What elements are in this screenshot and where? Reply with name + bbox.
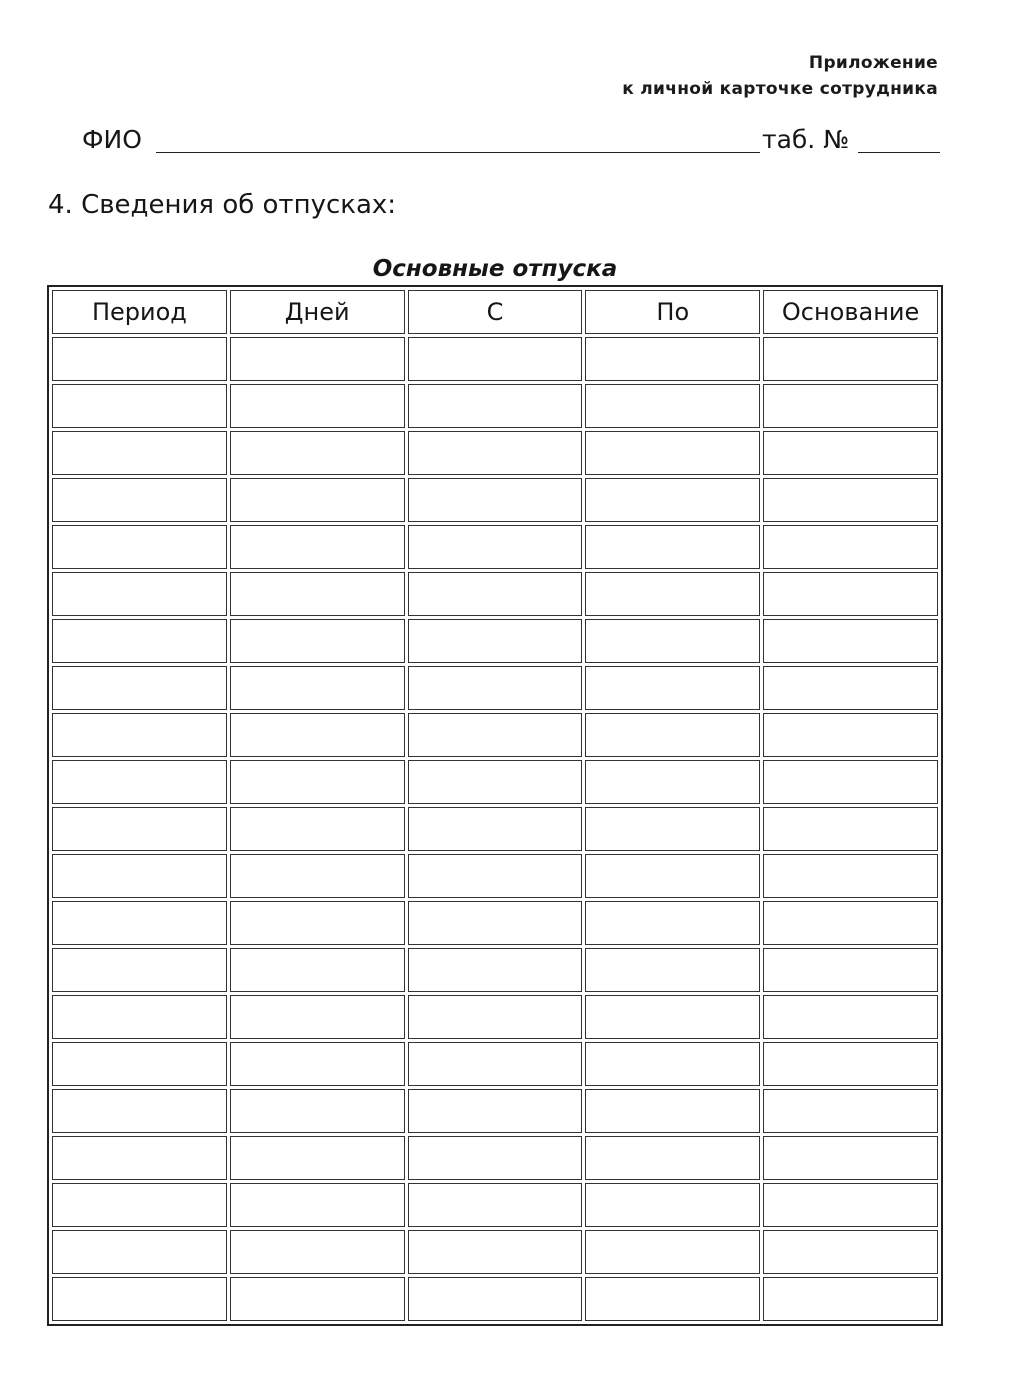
table-cell-from[interactable] bbox=[408, 572, 583, 616]
table-cell-period[interactable] bbox=[52, 713, 227, 757]
table-cell-period[interactable] bbox=[52, 1277, 227, 1321]
table-cell-basis[interactable] bbox=[763, 478, 938, 522]
table-cell-basis[interactable] bbox=[763, 1042, 938, 1086]
table-cell-period[interactable] bbox=[52, 1136, 227, 1180]
table-row bbox=[52, 760, 938, 804]
table-cell-basis[interactable] bbox=[763, 713, 938, 757]
column-header-days: Дней bbox=[230, 290, 405, 334]
vacations-table bbox=[47, 285, 943, 1326]
table-cell-days[interactable] bbox=[230, 1183, 405, 1227]
table-cell-to[interactable] bbox=[585, 525, 760, 569]
table-row bbox=[52, 666, 938, 710]
table-cell-from[interactable] bbox=[408, 384, 583, 428]
table-cell-to[interactable] bbox=[585, 1230, 760, 1274]
table-row bbox=[52, 1277, 938, 1321]
table-cell-period[interactable] bbox=[52, 384, 227, 428]
appendix-note bbox=[622, 50, 938, 102]
table-row bbox=[52, 995, 938, 1039]
table-cell-days[interactable] bbox=[230, 572, 405, 616]
table-row bbox=[52, 1183, 938, 1227]
table-body bbox=[52, 337, 938, 1321]
table-row bbox=[52, 384, 938, 428]
table-cell-from[interactable] bbox=[408, 1089, 583, 1133]
table-cell-period[interactable] bbox=[52, 525, 227, 569]
table-cell-from[interactable] bbox=[408, 666, 583, 710]
table-cell-period[interactable] bbox=[52, 901, 227, 945]
table-cell-days[interactable] bbox=[230, 384, 405, 428]
table-cell-basis[interactable] bbox=[763, 807, 938, 851]
table-cell-from[interactable] bbox=[408, 995, 583, 1039]
table-row bbox=[52, 1230, 938, 1274]
table-row bbox=[52, 901, 938, 945]
table-cell-days[interactable] bbox=[230, 948, 405, 992]
table-cell-basis[interactable] bbox=[763, 1183, 938, 1227]
table-row bbox=[52, 1089, 938, 1133]
table-cell-days[interactable] bbox=[230, 995, 405, 1039]
table-cell-from[interactable] bbox=[408, 713, 583, 757]
table-cell-days[interactable] bbox=[230, 337, 405, 381]
table-cell-period[interactable] bbox=[52, 619, 227, 663]
table-cell-days[interactable] bbox=[230, 760, 405, 804]
table-cell-days[interactable] bbox=[230, 431, 405, 475]
table-cell-to[interactable] bbox=[585, 619, 760, 663]
table-cell-days[interactable] bbox=[230, 666, 405, 710]
employee-fio-line bbox=[82, 124, 940, 156]
table-row bbox=[52, 1136, 938, 1180]
table-cell-from[interactable] bbox=[408, 760, 583, 804]
table-row bbox=[52, 619, 938, 663]
table-cell-days[interactable] bbox=[230, 1042, 405, 1086]
table-cell-basis[interactable] bbox=[763, 525, 938, 569]
table-cell-to[interactable] bbox=[585, 666, 760, 710]
table-cell-to[interactable] bbox=[585, 1042, 760, 1086]
table-cell-basis[interactable] bbox=[763, 572, 938, 616]
table-cell-from[interactable] bbox=[408, 337, 583, 381]
table-cell-from[interactable] bbox=[408, 807, 583, 851]
table-cell-period[interactable] bbox=[52, 1089, 227, 1133]
table-cell-period[interactable] bbox=[52, 807, 227, 851]
table-cell-days[interactable] bbox=[230, 1136, 405, 1180]
table-cell-from[interactable] bbox=[408, 1183, 583, 1227]
table-cell-from[interactable] bbox=[408, 1230, 583, 1274]
table-row bbox=[52, 948, 938, 992]
table-cell-to[interactable] bbox=[585, 1183, 760, 1227]
table-cell-from[interactable] bbox=[408, 854, 583, 898]
table-cell-days[interactable] bbox=[230, 854, 405, 898]
table-cell-basis[interactable] bbox=[763, 431, 938, 475]
table-cell-period[interactable] bbox=[52, 337, 227, 381]
table-cell-from[interactable] bbox=[408, 948, 583, 992]
table-row bbox=[52, 854, 938, 898]
table-cell-days[interactable] bbox=[230, 901, 405, 945]
table-cell-period[interactable] bbox=[52, 854, 227, 898]
table-cell-to[interactable] bbox=[585, 572, 760, 616]
table-cell-to[interactable] bbox=[585, 948, 760, 992]
tab-number-blank-field[interactable] bbox=[858, 152, 940, 153]
table-cell-days[interactable] bbox=[230, 713, 405, 757]
table-cell-from[interactable] bbox=[408, 431, 583, 475]
table-cell-basis[interactable] bbox=[763, 760, 938, 804]
table-cell-period[interactable] bbox=[52, 1183, 227, 1227]
column-header-from: С bbox=[408, 290, 583, 334]
table-cell-from[interactable] bbox=[408, 901, 583, 945]
table-cell-from[interactable] bbox=[408, 525, 583, 569]
table-header-row bbox=[52, 290, 938, 334]
table-cell-period[interactable] bbox=[52, 1230, 227, 1274]
table-cell-to[interactable] bbox=[585, 337, 760, 381]
fio-label: ФИО bbox=[82, 125, 142, 154]
table-cell-days[interactable] bbox=[230, 1089, 405, 1133]
column-header-to: По bbox=[585, 290, 760, 334]
table-cell-to[interactable] bbox=[585, 807, 760, 851]
table-row bbox=[52, 713, 938, 757]
column-header-period: Период bbox=[52, 290, 227, 334]
table-row bbox=[52, 572, 938, 616]
table-cell-to[interactable] bbox=[585, 478, 760, 522]
appendix-line-2: к личной карточке сотрудника bbox=[622, 79, 938, 99]
table-cell-to[interactable] bbox=[585, 1136, 760, 1180]
table-cell-basis[interactable] bbox=[763, 1230, 938, 1274]
table-cell-basis[interactable] bbox=[763, 384, 938, 428]
table-cell-period[interactable] bbox=[52, 666, 227, 710]
table-cell-to[interactable] bbox=[585, 854, 760, 898]
table-cell-basis[interactable] bbox=[763, 948, 938, 992]
table-cell-to[interactable] bbox=[585, 760, 760, 804]
table-cell-from[interactable] bbox=[408, 1042, 583, 1086]
table-cell-basis[interactable] bbox=[763, 995, 938, 1039]
table-cell-to[interactable] bbox=[585, 713, 760, 757]
table-cell-from[interactable] bbox=[408, 478, 583, 522]
table-cell-from[interactable] bbox=[408, 1277, 583, 1321]
table-cell-from[interactable] bbox=[408, 1136, 583, 1180]
table-cell-days[interactable] bbox=[230, 1277, 405, 1321]
table-cell-days[interactable] bbox=[230, 619, 405, 663]
table-cell-days[interactable] bbox=[230, 478, 405, 522]
table-row bbox=[52, 431, 938, 475]
table-cell-days[interactable] bbox=[230, 525, 405, 569]
table-row bbox=[52, 478, 938, 522]
table-cell-basis[interactable] bbox=[763, 619, 938, 663]
table-cell-to[interactable] bbox=[585, 431, 760, 475]
table-cell-basis[interactable] bbox=[763, 666, 938, 710]
tab-number-label: таб. № bbox=[762, 125, 850, 154]
table-row bbox=[52, 1042, 938, 1086]
table-cell-to[interactable] bbox=[585, 901, 760, 945]
table-row bbox=[52, 807, 938, 851]
table-cell-to[interactable] bbox=[585, 1089, 760, 1133]
table-cell-basis[interactable] bbox=[763, 854, 938, 898]
section-heading: 4. Сведения об отпусках: bbox=[48, 190, 397, 220]
table-cell-period[interactable] bbox=[52, 1042, 227, 1086]
table-cell-to[interactable] bbox=[585, 1277, 760, 1321]
fio-blank-field[interactable] bbox=[156, 152, 760, 153]
table-cell-period[interactable] bbox=[52, 431, 227, 475]
table-caption: Основные отпуска bbox=[372, 256, 618, 282]
table-cell-basis[interactable] bbox=[763, 337, 938, 381]
table-cell-basis[interactable] bbox=[763, 1136, 938, 1180]
table-cell-days[interactable] bbox=[230, 807, 405, 851]
column-header-basis: Основание bbox=[763, 290, 938, 334]
table-cell-from[interactable] bbox=[408, 619, 583, 663]
table-cell-period[interactable] bbox=[52, 572, 227, 616]
table-cell-basis[interactable] bbox=[763, 901, 938, 945]
table-cell-basis[interactable] bbox=[763, 1089, 938, 1133]
table-row bbox=[52, 337, 938, 381]
table-row bbox=[52, 525, 938, 569]
table-cell-period[interactable] bbox=[52, 948, 227, 992]
table-cell-period[interactable] bbox=[52, 995, 227, 1039]
table-cell-to[interactable] bbox=[585, 995, 760, 1039]
table-cell-period[interactable] bbox=[52, 478, 227, 522]
appendix-line-1: Приложение bbox=[808, 53, 938, 73]
table-cell-period[interactable] bbox=[52, 760, 227, 804]
table-cell-basis[interactable] bbox=[763, 1277, 938, 1321]
table-cell-to[interactable] bbox=[585, 384, 760, 428]
table-cell-days[interactable] bbox=[230, 1230, 405, 1274]
